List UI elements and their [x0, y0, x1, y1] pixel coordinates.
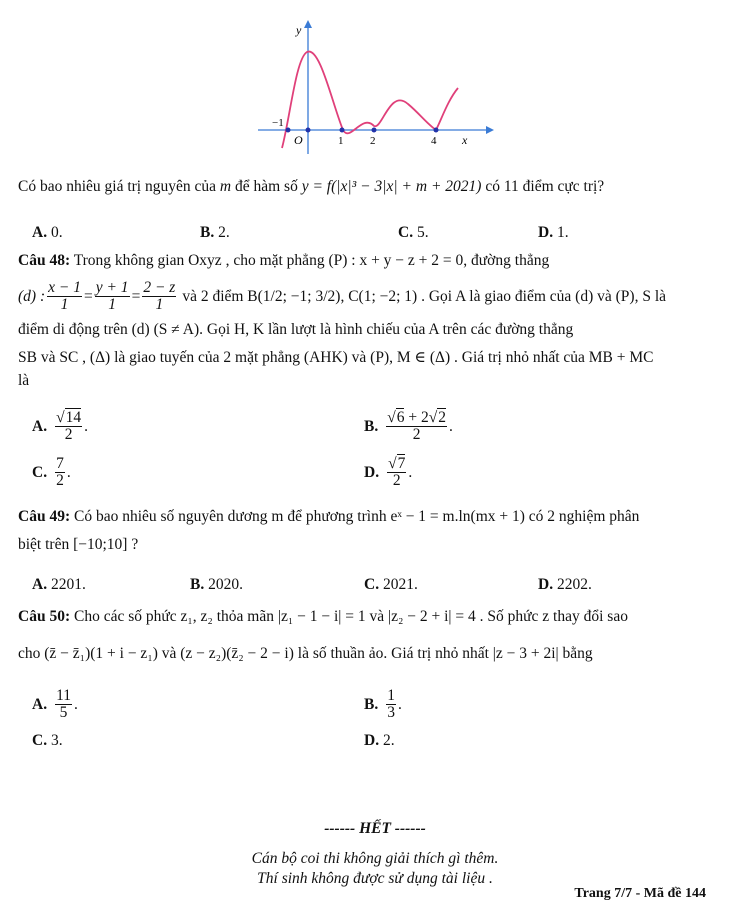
origin-label: O [294, 133, 303, 147]
q48-answer-b[interactable]: B. $\frac{√6 + 2√2}{2}$ . [364, 409, 453, 444]
function-graph [250, 18, 510, 158]
q48-frac-1: $\frac{x - 1}{1}$ [48, 279, 81, 314]
q47-text-mid: để hàm số [234, 178, 298, 195]
q49-answer-b[interactable]: B. 2020. [190, 576, 243, 593]
q48-label: Câu 48: [18, 252, 71, 269]
tick-label-4: 4 [431, 135, 437, 147]
q48-answer-c[interactable]: C. $\frac{7}{2}$ . [32, 455, 71, 490]
y-axis-arrow [304, 20, 312, 28]
q47-answer-b[interactable]: B. 2. [200, 224, 230, 241]
q47-formula: y = f(|x|³ − 3|x| + m + 2021) [301, 178, 482, 195]
q50-line1 [18, 608, 628, 626]
q48-line4: SB và SC , (Δ) là giao tuyến của 2 mặt phẳng (AHK) và (P), M ∈ (Δ) . Giá trị nhỏ nhất của MB + MC [18, 349, 654, 366]
q49-answer-c[interactable]: C. 2021. [364, 576, 418, 593]
tick-label-1: 1 [338, 135, 344, 147]
q48-line1 [18, 252, 549, 270]
q48-line2-pre: (d) : [18, 287, 46, 305]
q48-line2: (d) : $\frac{x - 1}{1}$ = $\frac{y + 1}{1}$ = $\frac{2 - z}{1}$ và 2 điểm B(1/2; −1; 3/2), C(1; −2; 1) . Gọi A là giao điểm của (d) và (P), S là [18, 279, 667, 314]
q47-answer-c[interactable]: C. 5. [398, 224, 429, 241]
tick-label-neg1: −1 [272, 117, 284, 129]
footer-note-2: Thí sinh không được sử dụng tài liệu . [257, 870, 493, 887]
q47-var-m: m [219, 178, 232, 195]
page-number: Trang 7/7 - Mã đề 144 [574, 886, 706, 901]
q49-answer-d[interactable]: D. 2202. [538, 576, 592, 593]
q50-answer-b[interactable]: B. $\frac{1}{3}$ . [364, 687, 402, 722]
q49-answer-a[interactable]: A. 2201. [32, 576, 86, 593]
q48-answer-d[interactable]: D. $\frac{√7}{2}$ . [364, 455, 413, 490]
point-1 [340, 128, 345, 133]
q48-frac-2: $\frac{y + 1}{1}$ [95, 279, 129, 314]
q48-line5: là [18, 372, 30, 389]
q48-line3: điểm di động trên (d) (S ≠ A). Gọi H, K lần lượt là hình chiếu của A trên các đường thẳng [18, 321, 574, 338]
tick-label-2: 2 [370, 135, 376, 147]
q49-line2: biệt trên [−10;10] ? [18, 536, 139, 553]
q48-line2-post: và 2 điểm B(1/2; −1; 3/2), C(1; −2; 1) . Gọi A là giao điểm của (d) và (P), S là [182, 287, 667, 305]
end-marker: ------ HẾT ------ [324, 820, 426, 837]
point-neg1 [286, 128, 291, 133]
q50-answer-d[interactable]: D. 2. [364, 732, 395, 749]
q48-frac-3: $\frac{2 - z}{1}$ [143, 279, 176, 314]
point-origin [306, 128, 311, 133]
q49-line1 [18, 508, 639, 526]
q47-answer-d[interactable]: D. 1. [538, 224, 569, 241]
q49-label: Câu 49: [18, 508, 71, 525]
q49-line1-text: Có bao nhiêu số nguyên dương m để phương trình eˣ − 1 = m.ln(mx + 1) có 2 nghiệm phân [73, 508, 640, 525]
q48-line1-text: Trong không gian Oxyz , cho mặt phẳng (P) : x + y − z + 2 = 0, đường thẳng [73, 252, 550, 269]
q50-label: Câu 50: [18, 608, 71, 625]
point-2 [372, 128, 377, 133]
x-axis-arrow [486, 126, 494, 134]
q50-answer-a[interactable]: A. $\frac{11}{5}$ . [32, 687, 78, 722]
q50-answer-c[interactable]: C. 3. [32, 732, 63, 749]
point-4 [434, 128, 439, 133]
x-axis-label: x [462, 133, 468, 147]
q47-answer-a[interactable]: A. 0. [32, 224, 63, 241]
q47-text-pre: Có bao nhiêu giá trị nguyên của [18, 178, 217, 195]
q50-line2: cho (z̄ − z̄₁)(1 + i − z₁) và (z − z₂)(z̄₂ − 2 − i) là số thuần ảo. Giá trị nhỏ nhất |z − 3 + 2i| bằng [18, 645, 593, 662]
q48-answer-a[interactable]: A. $\frac{√14}{2}$ . [32, 409, 88, 444]
q50-line1-text: Cho các số phức z₁, z₂ thỏa mãn |z₁ − 1 − i| = 1 và |z₂ − 2 + i| = 4 . Số phức z thay đổi sao [73, 608, 628, 625]
y-axis-label: y [296, 23, 302, 37]
footer-note-1: Cán bộ coi thi không giải thích gì thêm. [251, 850, 499, 867]
q47-text-post: có 11 điểm cực trị? [485, 178, 605, 195]
q47-question [18, 178, 604, 196]
